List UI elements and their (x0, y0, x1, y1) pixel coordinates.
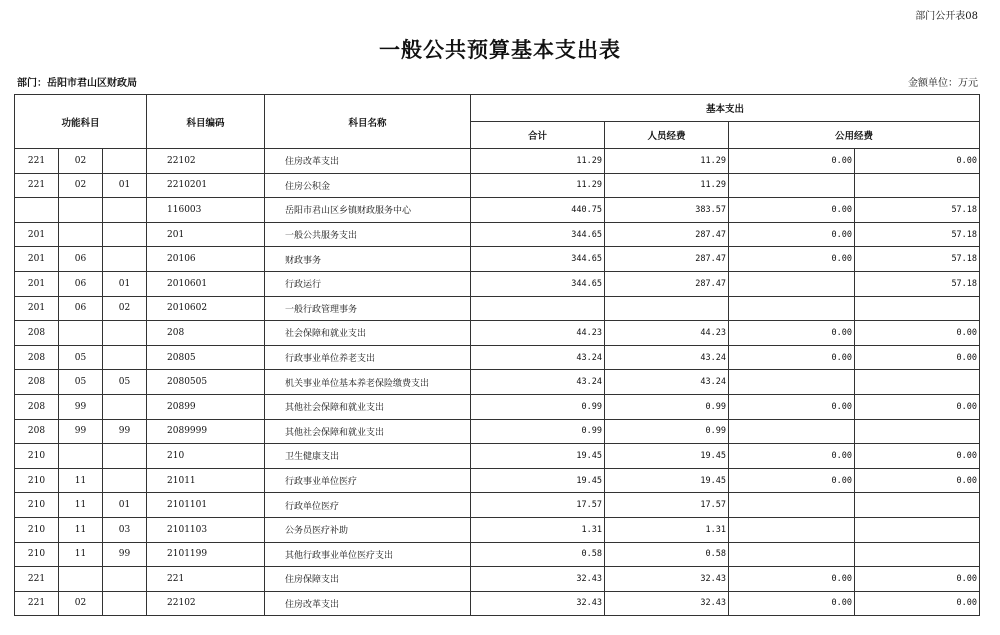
subject-name-cell: 社会保障和就业支出 (265, 321, 471, 346)
subject-name-cell: 住房公积金 (265, 173, 471, 198)
public-amount-b-cell (855, 517, 980, 542)
subject-name-cell: 其他社会保障和就业支出 (265, 419, 471, 444)
personnel-amount-cell: 43.24 (605, 370, 729, 395)
subject-name-cell: 行政事业单位养老支出 (265, 345, 471, 370)
func-item-cell: 05 (59, 370, 103, 395)
func-subitem-cell: 05 (103, 370, 147, 395)
func-subitem-cell: 01 (103, 173, 147, 198)
personnel-amount-cell: 0.58 (605, 542, 729, 567)
personnel-amount-cell: 11.29 (605, 149, 729, 174)
subject-code-cell: 2089999 (147, 419, 265, 444)
func-subitem-cell (103, 247, 147, 272)
func-class-cell: 208 (15, 370, 59, 395)
personnel-amount-cell: 17.57 (605, 493, 729, 518)
header-total: 合计 (471, 122, 605, 149)
subject-code-cell: 116003 (147, 198, 265, 223)
total-amount-cell: 43.24 (471, 370, 605, 395)
func-item-cell (59, 567, 103, 592)
func-class-cell: 221 (15, 173, 59, 198)
func-subitem-cell: 99 (103, 419, 147, 444)
func-item-cell: 99 (59, 394, 103, 419)
public-amount-b-cell: 0.00 (855, 394, 980, 419)
subject-name-cell: 行政单位医疗 (265, 493, 471, 518)
func-item-cell: 11 (59, 468, 103, 493)
func-subitem-cell: 01 (103, 493, 147, 518)
total-amount-cell: 0.99 (471, 419, 605, 444)
personnel-amount-cell: 287.47 (605, 247, 729, 272)
func-class-cell: 221 (15, 567, 59, 592)
subject-name-cell: 一般行政管理事务 (265, 296, 471, 321)
func-item-cell: 11 (59, 542, 103, 567)
subject-name-cell: 一般公共服务支出 (265, 222, 471, 247)
public-amount-b-cell: 0.00 (855, 591, 980, 616)
personnel-amount-cell: 287.47 (605, 222, 729, 247)
func-item-cell: 11 (59, 493, 103, 518)
header-personnel: 人员经费 (605, 122, 729, 149)
personnel-amount-cell: 19.45 (605, 444, 729, 469)
public-amount-b-cell (855, 542, 980, 567)
func-item-cell: 06 (59, 271, 103, 296)
subject-code-cell: 22102 (147, 149, 265, 174)
header-basic-expense: 基本支出 (471, 95, 980, 122)
subject-name-cell: 岳阳市君山区乡镇财政服务中心 (265, 198, 471, 223)
func-class-cell: 208 (15, 345, 59, 370)
public-amount-b-cell (855, 296, 980, 321)
subject-code-cell: 2101199 (147, 542, 265, 567)
func-subitem-cell (103, 567, 147, 592)
subject-name-cell: 行政运行 (265, 271, 471, 296)
total-amount-cell: 43.24 (471, 345, 605, 370)
subject-name-cell: 机关事业单位基本养老保险缴费支出 (265, 370, 471, 395)
total-amount-cell: 32.43 (471, 591, 605, 616)
page-title: 一般公共预算基本支出表 (379, 37, 621, 62)
subject-code-cell: 2101103 (147, 517, 265, 542)
func-item-cell: 06 (59, 296, 103, 321)
personnel-amount-cell: 383.57 (605, 198, 729, 223)
table-row (15, 149, 980, 174)
func-class-cell: 210 (15, 468, 59, 493)
subject-code-cell: 2101101 (147, 493, 265, 518)
subject-code-cell: 20805 (147, 345, 265, 370)
subject-name-cell: 财政事务 (265, 247, 471, 272)
public-amount-b-cell (855, 493, 980, 518)
public-amount-b-cell: 0.00 (855, 149, 980, 174)
table-row (15, 394, 980, 419)
table-row (15, 567, 980, 592)
public-amount-b-cell: 57.18 (855, 222, 980, 247)
func-subitem-cell (103, 444, 147, 469)
func-subitem-cell: 01 (103, 271, 147, 296)
subject-name-cell: 公务员医疗补助 (265, 517, 471, 542)
header-subject-name: 科目名称 (265, 95, 471, 149)
subject-code-cell: 20899 (147, 394, 265, 419)
public-amount-a-cell (729, 173, 855, 198)
subject-code-cell: 2080505 (147, 370, 265, 395)
table-row (15, 345, 980, 370)
public-amount-a-cell: 0.00 (729, 444, 855, 469)
public-amount-b-cell: 0.00 (855, 321, 980, 346)
func-class-cell: 201 (15, 271, 59, 296)
func-item-cell (59, 198, 103, 223)
table-row (15, 419, 980, 444)
total-amount-cell: 0.58 (471, 542, 605, 567)
department-label: 部门：岳阳市君山区财政局 (17, 78, 137, 89)
form-number-label: 部门公开表08 (915, 11, 978, 22)
func-subitem-cell: 99 (103, 542, 147, 567)
personnel-amount-cell: 19.45 (605, 468, 729, 493)
public-amount-b-cell (855, 173, 980, 198)
table-row (15, 493, 980, 518)
total-amount-cell: 44.23 (471, 321, 605, 346)
subject-code-cell: 2010602 (147, 296, 265, 321)
public-amount-a-cell (729, 370, 855, 395)
func-class-cell: 210 (15, 444, 59, 469)
public-amount-b-cell (855, 419, 980, 444)
func-subitem-cell (103, 149, 147, 174)
total-amount-cell: 19.45 (471, 468, 605, 493)
func-item-cell: 11 (59, 517, 103, 542)
table-row (15, 370, 980, 395)
subject-name-cell: 其他社会保障和就业支出 (265, 394, 471, 419)
total-amount-cell: 440.75 (471, 198, 605, 223)
personnel-amount-cell: 44.23 (605, 321, 729, 346)
subject-code-cell: 221 (147, 567, 265, 592)
table-row (15, 198, 980, 223)
public-amount-b-cell: 0.00 (855, 468, 980, 493)
func-subitem-cell (103, 468, 147, 493)
header-subject-code: 科目编码 (147, 95, 265, 149)
subject-name-cell: 卫生健康支出 (265, 444, 471, 469)
func-item-cell: 99 (59, 419, 103, 444)
table-row (15, 222, 980, 247)
public-amount-b-cell (855, 370, 980, 395)
table-row (15, 444, 980, 469)
table-body (15, 149, 980, 616)
budget-table (14, 94, 980, 616)
func-subitem-cell (103, 591, 147, 616)
subject-code-cell: 2210201 (147, 173, 265, 198)
func-item-cell (59, 444, 103, 469)
public-amount-a-cell (729, 271, 855, 296)
personnel-amount-cell: 32.43 (605, 567, 729, 592)
subject-code-cell: 208 (147, 321, 265, 346)
header-public: 公用经费 (729, 122, 980, 149)
public-amount-a-cell (729, 493, 855, 518)
public-amount-b-cell: 57.18 (855, 198, 980, 223)
total-amount-cell: 344.65 (471, 247, 605, 272)
func-item-cell: 06 (59, 247, 103, 272)
func-class-cell: 210 (15, 542, 59, 567)
table-row (15, 542, 980, 567)
public-amount-b-cell: 0.00 (855, 567, 980, 592)
public-amount-a-cell: 0.00 (729, 345, 855, 370)
func-item-cell: 05 (59, 345, 103, 370)
func-subitem-cell (103, 321, 147, 346)
public-amount-a-cell (729, 517, 855, 542)
table-row (15, 247, 980, 272)
subject-code-cell: 21011 (147, 468, 265, 493)
func-class-cell: 201 (15, 296, 59, 321)
public-amount-b-cell: 0.00 (855, 444, 980, 469)
public-amount-b-cell: 57.18 (855, 247, 980, 272)
subject-code-cell: 22102 (147, 591, 265, 616)
func-class-cell: 208 (15, 394, 59, 419)
total-amount-cell: 11.29 (471, 149, 605, 174)
public-amount-a-cell: 0.00 (729, 222, 855, 247)
table-row (15, 173, 980, 198)
total-amount-cell: 32.43 (471, 567, 605, 592)
public-amount-a-cell: 0.00 (729, 247, 855, 272)
header-func-subject: 功能科目 (15, 95, 147, 149)
func-class-cell: 221 (15, 149, 59, 174)
table-row (15, 591, 980, 616)
table-row (15, 296, 980, 321)
func-item-cell: 02 (59, 149, 103, 174)
personnel-amount-cell: 0.99 (605, 394, 729, 419)
func-class-cell (15, 198, 59, 223)
public-amount-a-cell: 0.00 (729, 321, 855, 346)
total-amount-cell: 11.29 (471, 173, 605, 198)
personnel-amount-cell: 32.43 (605, 591, 729, 616)
personnel-amount-cell: 43.24 (605, 345, 729, 370)
public-amount-a-cell: 0.00 (729, 567, 855, 592)
subject-code-cell: 20106 (147, 247, 265, 272)
total-amount-cell (471, 296, 605, 321)
func-subitem-cell (103, 198, 147, 223)
total-amount-cell: 1.31 (471, 517, 605, 542)
func-item-cell: 02 (59, 591, 103, 616)
subject-code-cell: 201 (147, 222, 265, 247)
personnel-amount-cell: 11.29 (605, 173, 729, 198)
func-class-cell: 201 (15, 247, 59, 272)
public-amount-a-cell: 0.00 (729, 591, 855, 616)
public-amount-b-cell: 57.18 (855, 271, 980, 296)
total-amount-cell: 344.65 (471, 271, 605, 296)
func-subitem-cell (103, 394, 147, 419)
total-amount-cell: 0.99 (471, 394, 605, 419)
public-amount-a-cell (729, 296, 855, 321)
public-amount-a-cell: 0.00 (729, 468, 855, 493)
total-amount-cell: 19.45 (471, 444, 605, 469)
currency-unit-label: 金额单位：万元 (908, 78, 978, 89)
func-class-cell: 210 (15, 493, 59, 518)
subject-name-cell: 其他行政事业单位医疗支出 (265, 542, 471, 567)
func-class-cell: 201 (15, 222, 59, 247)
subject-code-cell: 2010601 (147, 271, 265, 296)
table-row (15, 517, 980, 542)
func-subitem-cell: 03 (103, 517, 147, 542)
personnel-amount-cell (605, 296, 729, 321)
func-subitem-cell (103, 222, 147, 247)
table-row (15, 468, 980, 493)
func-item-cell (59, 222, 103, 247)
personnel-amount-cell: 1.31 (605, 517, 729, 542)
total-amount-cell: 17.57 (471, 493, 605, 518)
func-subitem-cell (103, 345, 147, 370)
personnel-amount-cell: 0.99 (605, 419, 729, 444)
public-amount-a-cell (729, 542, 855, 567)
func-item-cell (59, 321, 103, 346)
subject-code-cell: 210 (147, 444, 265, 469)
func-item-cell: 02 (59, 173, 103, 198)
personnel-amount-cell: 287.47 (605, 271, 729, 296)
public-amount-a-cell: 0.00 (729, 394, 855, 419)
public-amount-a-cell (729, 419, 855, 444)
public-amount-a-cell: 0.00 (729, 198, 855, 223)
subject-name-cell: 住房改革支出 (265, 149, 471, 174)
total-amount-cell: 344.65 (471, 222, 605, 247)
table-row (15, 321, 980, 346)
subject-name-cell: 住房保障支出 (265, 567, 471, 592)
public-amount-b-cell: 0.00 (855, 345, 980, 370)
func-class-cell: 208 (15, 321, 59, 346)
table-row (15, 271, 980, 296)
func-class-cell: 210 (15, 517, 59, 542)
func-subitem-cell: 02 (103, 296, 147, 321)
subject-name-cell: 住房改革支出 (265, 591, 471, 616)
subject-name-cell: 行政事业单位医疗 (265, 468, 471, 493)
func-class-cell: 221 (15, 591, 59, 616)
func-class-cell: 208 (15, 419, 59, 444)
public-amount-a-cell: 0.00 (729, 149, 855, 174)
